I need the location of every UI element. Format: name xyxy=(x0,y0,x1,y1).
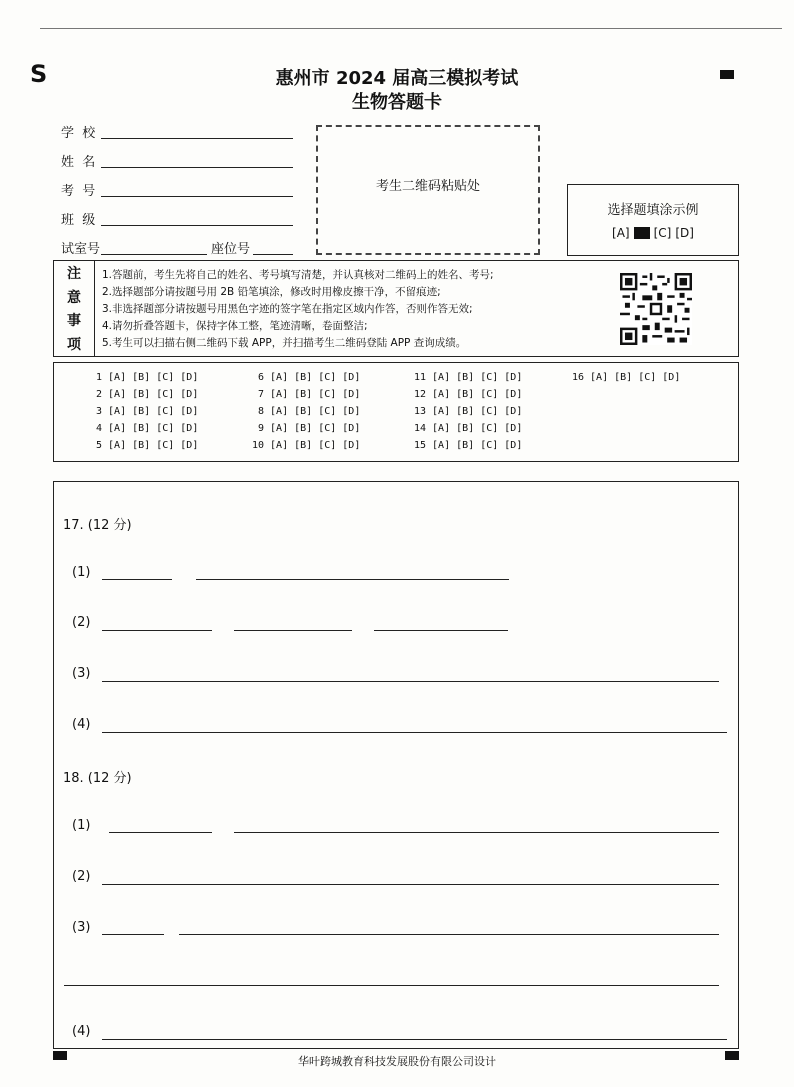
mc-row[interactable] xyxy=(406,423,522,434)
heading-char: 注 xyxy=(67,265,81,282)
q18-part-3-continuation-line[interactable] xyxy=(64,985,719,986)
question-number: 4 xyxy=(95,423,102,434)
mc-row[interactable] xyxy=(82,406,198,417)
q18-part-2-label: (2) xyxy=(72,869,91,884)
q17-part-4-blank[interactable] xyxy=(102,732,727,733)
barcode-sticker-area xyxy=(316,125,540,255)
answer-bubbles[interactable]: [A] [B] [C] [D] xyxy=(432,372,523,383)
question-number: 10 xyxy=(251,440,264,451)
answer-bubbles[interactable]: [A] [B] [C] [D] xyxy=(108,423,199,434)
class-field[interactable] xyxy=(101,225,293,226)
question-number: 14 xyxy=(413,423,426,434)
question-number: 3 xyxy=(95,406,102,417)
paper-code-letter: S xyxy=(30,60,48,88)
question-number: 5 xyxy=(95,440,102,451)
question-number: 2 xyxy=(95,389,102,400)
mc-row[interactable] xyxy=(244,406,360,417)
school-field[interactable] xyxy=(101,138,293,139)
heading-char: 项 xyxy=(67,337,81,354)
instructions-heading xyxy=(54,261,95,356)
mc-row[interactable] xyxy=(564,372,680,383)
mc-row[interactable] xyxy=(406,440,522,451)
answer-bubbles[interactable]: [A] [B] [C] [D] xyxy=(432,406,523,417)
q17-part-3-label: (3) xyxy=(72,666,91,681)
fill-example-options xyxy=(568,226,738,240)
mc-row[interactable] xyxy=(244,440,360,451)
app-download-qr-code-icon[interactable] xyxy=(620,271,692,347)
answer-bubbles[interactable]: [A] [B] [C] [D] xyxy=(432,389,523,400)
question-number: 6 xyxy=(257,372,264,383)
example-option-d: [D] xyxy=(675,226,694,240)
answer-bubbles[interactable]: [A] [B] [C] [D] xyxy=(590,372,681,383)
example-option-c: [C] xyxy=(653,226,672,240)
answer-bubbles[interactable]: [A] [B] [C] [D] xyxy=(270,440,361,451)
q17-part-2-blank-c[interactable] xyxy=(374,630,508,631)
instruction-item: 4.请勿折叠答题卡，保持字体工整，笔迹清晰，卷面整洁; xyxy=(102,320,368,332)
answer-bubbles[interactable]: [A] [B] [C] [D] xyxy=(270,389,361,400)
multiple-choice-grid xyxy=(53,362,739,462)
q17-part-1-blank-a[interactable] xyxy=(102,579,172,580)
school-label: 学 校 xyxy=(61,126,96,141)
instructions-box xyxy=(53,260,739,357)
mc-row[interactable] xyxy=(406,372,522,383)
mc-row[interactable] xyxy=(406,406,522,417)
answer-bubbles[interactable]: [A] [B] [C] [D] xyxy=(108,372,199,383)
instructions-list xyxy=(102,267,494,352)
q18-part-3-blank-a[interactable] xyxy=(102,934,164,935)
q17-part-1-label: (1) xyxy=(72,565,91,580)
question-number: 7 xyxy=(257,389,264,400)
name-field[interactable] xyxy=(101,167,293,168)
seat-label: 座位号 xyxy=(211,242,251,257)
answer-bubbles[interactable]: [A] [B] [C] [D] xyxy=(432,440,523,451)
q18-part-3-blank-b[interactable] xyxy=(179,934,719,935)
q18-part-4-blank[interactable] xyxy=(102,1039,727,1040)
question-number: 11 xyxy=(413,372,426,383)
written-answer-area xyxy=(53,481,739,1049)
mc-row[interactable] xyxy=(244,423,360,434)
q17-part-2-blank-b[interactable] xyxy=(234,630,352,631)
q18-part-1-blank-b[interactable] xyxy=(234,832,719,833)
instruction-item: 3.非选择题部分请按题号用黑色字迹的签字笔在指定区域内作答，否则作答无效; xyxy=(102,303,473,315)
barcode-sticker-label: 考生二维码粘贴处 xyxy=(375,179,480,194)
mc-row[interactable] xyxy=(244,372,360,383)
answer-bubbles[interactable]: [A] [B] [C] [D] xyxy=(432,423,523,434)
mc-row[interactable] xyxy=(406,389,522,400)
mc-row[interactable] xyxy=(82,440,198,451)
room-field[interactable] xyxy=(101,254,207,255)
q17-part-2-blank-a[interactable] xyxy=(102,630,212,631)
room-label: 试室号 xyxy=(61,242,101,257)
question-number: 12 xyxy=(413,389,426,400)
q18-part-4-label: (4) xyxy=(72,1024,91,1039)
question-number: 15 xyxy=(413,440,426,451)
question-number: 8 xyxy=(257,406,264,417)
answer-bubbles[interactable]: [A] [B] [C] [D] xyxy=(270,423,361,434)
instruction-item: 5.考生可以扫描右侧二维码下载 APP，并扫描考生二维码登陆 APP 查询成绩。 xyxy=(102,337,467,349)
instruction-item: 1.答题前，考生先将自己的姓名、考号填写清楚，并认真核对二维码上的姓名、考号; xyxy=(102,269,494,281)
answer-bubbles[interactable]: [A] [B] [C] [D] xyxy=(108,389,199,400)
q18-part-1-blank-a[interactable] xyxy=(109,832,212,833)
q17-part-3-blank[interactable] xyxy=(102,681,719,682)
answer-bubbles[interactable]: [A] [B] [C] [D] xyxy=(108,406,199,417)
fill-example-title: 选择题填涂示例 xyxy=(607,203,699,218)
class-label: 班 级 xyxy=(61,213,96,228)
question-18-title: 18. (12 分) xyxy=(63,771,132,786)
name-label: 姓 名 xyxy=(61,155,96,170)
answer-bubbles[interactable]: [A] [B] [C] [D] xyxy=(108,440,199,451)
exam-title: 惠州市 2024 届高三模拟考试 xyxy=(275,68,519,89)
mc-row[interactable] xyxy=(244,389,360,400)
heading-char: 意 xyxy=(67,289,81,306)
example-filled-bubble-icon xyxy=(634,227,650,239)
q17-part-2-label: (2) xyxy=(72,615,91,630)
footer-credit: 华叶跨城教育科技发展股份有限公司设计 xyxy=(298,1055,496,1068)
seat-field[interactable] xyxy=(253,254,293,255)
q18-part-1-label: (1) xyxy=(72,818,91,833)
answer-bubbles[interactable]: [A] [B] [C] [D] xyxy=(270,406,361,417)
fill-example-box xyxy=(567,184,739,256)
question-number: 1 xyxy=(95,372,102,383)
mc-row[interactable] xyxy=(82,389,198,400)
question-number: 13 xyxy=(413,406,426,417)
question-17-title: 17. (12 分) xyxy=(63,518,132,533)
q17-part-4-label: (4) xyxy=(72,717,91,732)
exam-number-field[interactable] xyxy=(101,196,293,197)
q18-part-2-blank[interactable] xyxy=(102,884,719,885)
question-number: 9 xyxy=(257,423,264,434)
mc-row[interactable] xyxy=(82,372,198,383)
q17-part-1-blank-b[interactable] xyxy=(196,579,509,580)
question-number: 16 xyxy=(571,372,584,383)
page-top-edge xyxy=(40,28,782,29)
q18-part-3-label: (3) xyxy=(72,920,91,935)
example-option-a: [A] xyxy=(612,226,630,240)
answer-sheet-subtitle: 生物答题卡 xyxy=(352,92,442,113)
heading-char: 事 xyxy=(67,313,81,330)
answer-bubbles[interactable]: [A] [B] [C] [D] xyxy=(270,372,361,383)
mc-row[interactable] xyxy=(82,423,198,434)
exam-number-label: 考 号 xyxy=(61,184,96,199)
instruction-item: 2.选择题部分请按题号用 2B 铅笔填涂，修改时用橡皮擦干净，不留痕迹; xyxy=(102,286,441,298)
